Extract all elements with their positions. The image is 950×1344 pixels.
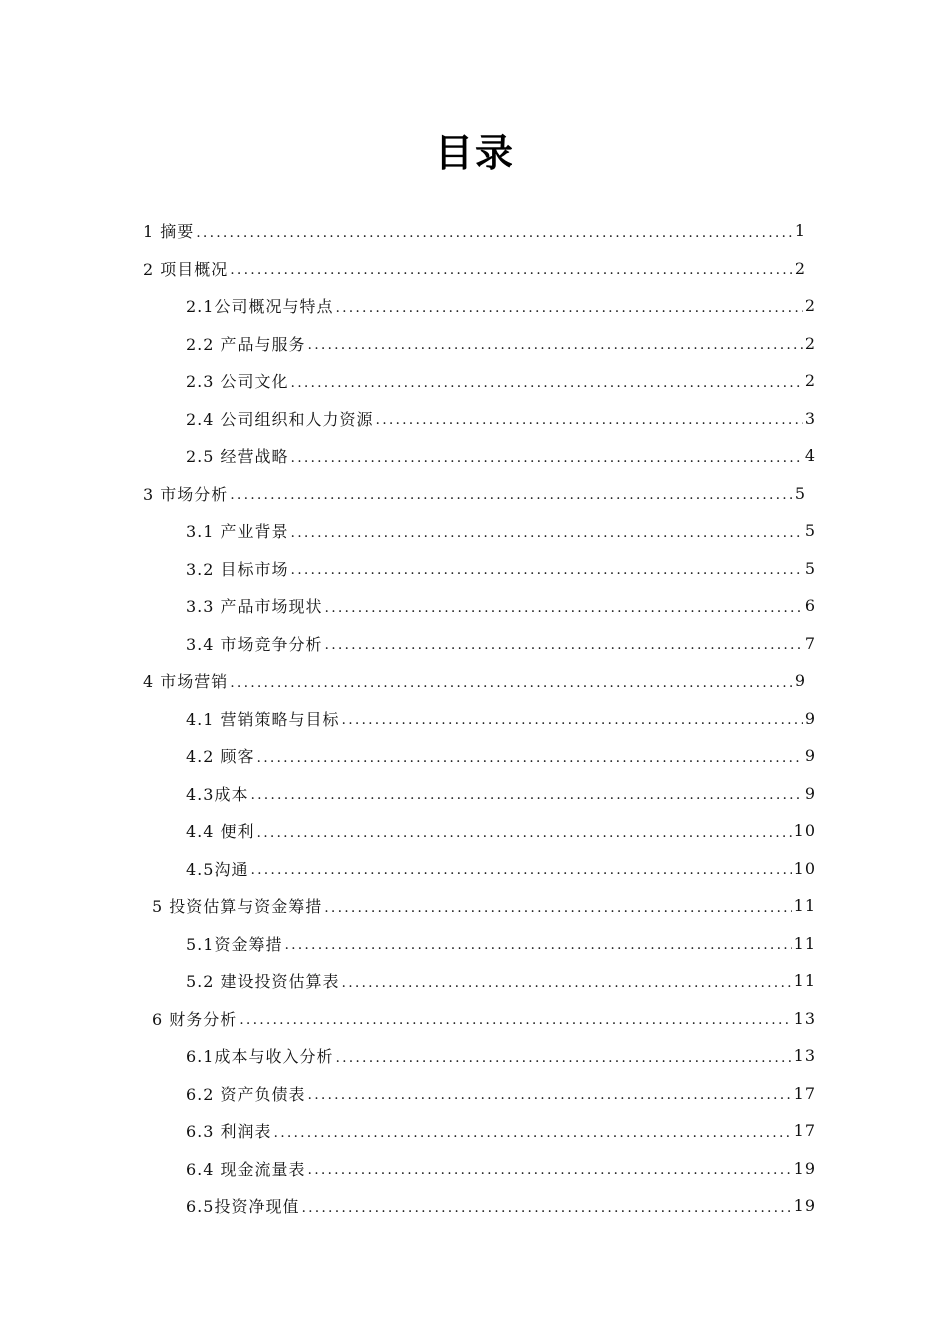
toc-dot-leader	[274, 1125, 792, 1141]
toc-entry[interactable]	[186, 400, 816, 438]
toc-entry-label: 4.4 便利	[186, 822, 255, 842]
toc-dot-leader	[257, 750, 803, 766]
toc-entry-label: 5.1资金筹措	[186, 934, 283, 954]
toc-page-number: 5	[804, 521, 816, 541]
toc-entry[interactable]	[186, 287, 816, 325]
toc-page-number: 11	[793, 933, 816, 953]
toc-entry[interactable]	[186, 362, 816, 400]
toc-page-number: 6	[804, 596, 816, 616]
toc-dot-leader	[230, 262, 793, 278]
toc-page-number: 19	[793, 1196, 816, 1216]
toc-page-number: 10	[793, 858, 816, 878]
toc-entry-label: 6.2 资产负债表	[186, 1084, 306, 1104]
toc-entry[interactable]	[186, 700, 816, 738]
toc-dot-leader	[376, 412, 803, 428]
toc-entry-label: 6.4 现金流量表	[186, 1159, 306, 1179]
toc-entry[interactable]	[186, 625, 816, 663]
toc-entry-label: 4 市场营销	[143, 672, 229, 692]
toc-page-number: 9	[804, 746, 816, 766]
toc-entry-label: 4.3成本	[186, 784, 249, 804]
toc-entry-label: 2 项目概况	[143, 259, 229, 279]
toc-dot-leader	[239, 1012, 791, 1028]
toc-dot-leader	[291, 375, 803, 391]
toc-dot-leader	[335, 1050, 791, 1066]
toc-dot-leader	[291, 450, 803, 466]
toc-entry[interactable]	[143, 212, 806, 250]
toc-dot-leader	[230, 675, 793, 691]
toc-page-number: 9	[804, 708, 816, 728]
toc-page-number: 5	[804, 558, 816, 578]
toc-entry-label: 3 市场分析	[143, 484, 229, 504]
toc-entry-label: 1 摘要	[143, 222, 195, 242]
toc-page-number: 19	[793, 1158, 816, 1178]
toc-entry-label: 3.2 目标市场	[186, 559, 289, 579]
toc-entry-label: 4.1 营销策略与目标	[186, 709, 340, 729]
toc-entry[interactable]	[186, 325, 816, 363]
toc-entry-label: 2.4 公司组织和人力资源	[186, 409, 374, 429]
toc-page-number: 7	[804, 633, 816, 653]
toc-entry-label: 5.2 建设投资估算表	[186, 972, 340, 992]
toc-entry[interactable]	[186, 587, 816, 625]
toc-entry[interactable]	[186, 550, 816, 588]
toc-entry-label: 4.5沟通	[186, 859, 249, 879]
toc-dot-leader	[335, 300, 802, 316]
toc-page-number: 13	[793, 1046, 816, 1066]
toc-dot-leader	[291, 562, 803, 578]
toc-page-number: 2	[794, 258, 806, 278]
toc-dot-leader	[250, 862, 791, 878]
toc-page-number: 9	[804, 783, 816, 803]
toc-entry[interactable]	[186, 812, 816, 850]
toc-dot-leader	[342, 975, 792, 991]
toc-entry-label: 6.5投资净现值	[186, 1197, 300, 1217]
toc-dot-leader	[291, 525, 803, 541]
toc-dot-leader	[196, 225, 793, 241]
toc-page-number: 11	[793, 896, 816, 916]
toc-entry-label: 2.1公司概况与特点	[186, 297, 334, 317]
toc-page-number: 10	[793, 821, 816, 841]
toc-entry[interactable]	[152, 1000, 816, 1038]
table-of-contents	[0, 212, 950, 1225]
toc-entry-label: 6.3 利润表	[186, 1122, 272, 1142]
toc-page-number: 2	[804, 371, 816, 391]
toc-entry-label: 4.2 顾客	[186, 747, 255, 767]
toc-page-number: 1	[794, 221, 806, 241]
toc-entry-label: 3.4 市场竞争分析	[186, 634, 323, 654]
toc-entry-label: 2.3 公司文化	[186, 372, 289, 392]
toc-entry[interactable]	[186, 962, 816, 1000]
toc-page-number: 11	[793, 971, 816, 991]
toc-page-number: 17	[793, 1121, 816, 1141]
toc-entry[interactable]	[186, 512, 816, 550]
toc-entry[interactable]	[186, 437, 816, 475]
toc-dot-leader	[325, 600, 803, 616]
toc-entry[interactable]	[186, 1037, 816, 1075]
toc-dot-leader	[284, 937, 791, 953]
toc-entry[interactable]	[186, 925, 816, 963]
toc-entry-label: 3.1 产业背景	[186, 522, 289, 542]
toc-entry-label: 6.1成本与收入分析	[186, 1047, 334, 1067]
toc-dot-leader	[324, 900, 791, 916]
toc-entry[interactable]	[152, 887, 816, 925]
toc-entry-label: 5 投资估算与资金筹措	[152, 897, 323, 917]
page-title: 目录	[434, 131, 515, 175]
toc-entry-label: 3.3 产品市场现状	[186, 597, 323, 617]
toc-dot-leader	[308, 1162, 792, 1178]
toc-entry[interactable]	[186, 1112, 816, 1150]
toc-entry[interactable]	[186, 737, 816, 775]
toc-entry-label: 2.2 产品与服务	[186, 334, 306, 354]
toc-dot-leader	[308, 1087, 792, 1103]
toc-dot-leader	[257, 825, 792, 841]
toc-page-number: 9	[794, 671, 806, 691]
toc-page-number: 3	[804, 408, 816, 428]
toc-page-number: 2	[804, 333, 816, 353]
toc-page-number: 5	[794, 483, 806, 503]
toc-page-number: 4	[804, 446, 816, 466]
toc-entry[interactable]	[186, 850, 816, 888]
toc-dot-leader	[342, 712, 803, 728]
toc-entry[interactable]	[143, 250, 806, 288]
toc-dot-leader	[230, 487, 793, 503]
toc-dot-leader	[325, 637, 803, 653]
toc-entry[interactable]	[186, 1150, 816, 1188]
toc-entry[interactable]	[186, 1075, 816, 1113]
toc-page-number: 17	[793, 1083, 816, 1103]
toc-entry[interactable]	[143, 475, 806, 513]
toc-entry[interactable]	[186, 775, 816, 813]
toc-dot-leader	[308, 337, 803, 353]
toc-dot-leader	[250, 787, 802, 803]
toc-entry[interactable]	[143, 662, 806, 700]
toc-entry[interactable]	[186, 1187, 816, 1225]
toc-page-number: 2	[804, 296, 816, 316]
toc-dot-leader	[301, 1200, 791, 1216]
toc-page-number: 13	[793, 1008, 816, 1028]
toc-entry-label: 6 财务分析	[152, 1009, 238, 1029]
toc-entry-label: 2.5 经营战略	[186, 447, 289, 467]
